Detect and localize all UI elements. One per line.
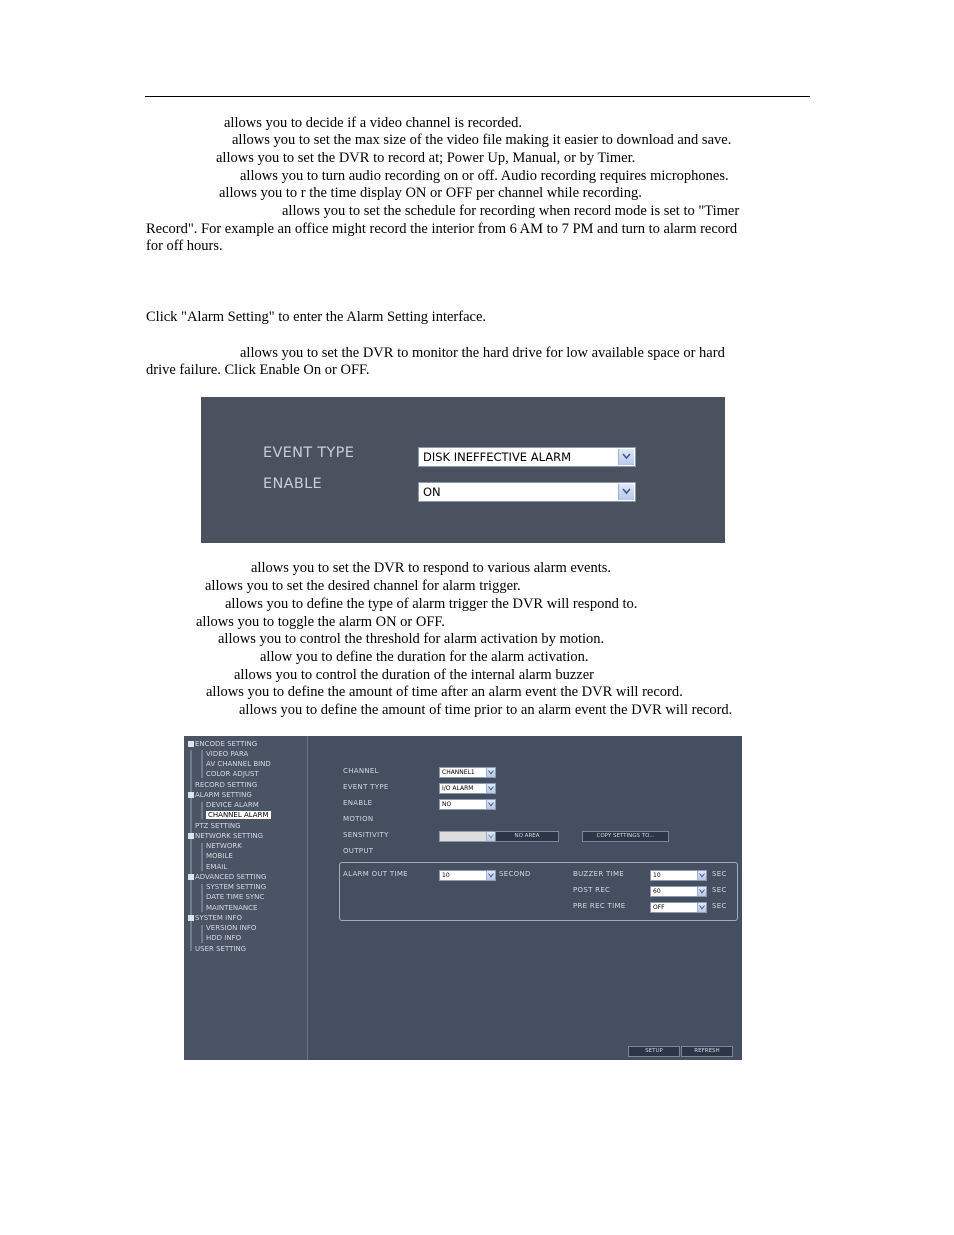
pre-rec-time-label: PRE REC TIME: [573, 902, 626, 910]
enable-label: ENABLE: [343, 799, 373, 807]
tree-item-av-channel-bind[interactable]: AV CHANNEL BIND: [206, 760, 271, 768]
tree-item-network-setting[interactable]: NETWORK SETTING: [195, 832, 264, 840]
channel-value: CHANNEL1: [442, 769, 475, 776]
tree-item-date-time-sync[interactable]: DATE TIME SYNC: [206, 893, 265, 901]
copy-settings-button[interactable]: COPY SETTINGS TO...: [582, 831, 669, 842]
text-line: allows you to control the threshold for alarm activation by motion.: [218, 631, 605, 647]
alarm-out-time-select[interactable]: [439, 870, 496, 881]
text-line: allows you to set the schedule for recording when record mode is set to "Timer: [282, 203, 740, 219]
tree-item-device-alarm[interactable]: DEVICE ALARM: [206, 801, 259, 809]
chevron-down-icon[interactable]: [486, 784, 495, 793]
tree-item-system-info[interactable]: SYSTEM INFO: [195, 914, 242, 922]
buzzer-time-value: 10: [653, 872, 661, 879]
text-line: allows you to set the desired channel for alarm trigger.: [205, 578, 521, 594]
sec-unit-label: SEC: [712, 902, 727, 910]
text-line: Record". For example an office might record the interior from 6 AM to 7 PM and turn to alarm record: [146, 221, 738, 237]
sec-unit-label: SEC: [712, 886, 727, 894]
enable-select[interactable]: [418, 482, 636, 502]
tree-item-version-info[interactable]: VERSION INFO: [206, 924, 257, 932]
tree-item-network[interactable]: NETWORK: [206, 842, 242, 850]
text-line: allows you to set the DVR to respond to various alarm events.: [251, 560, 612, 576]
chevron-down-icon[interactable]: [486, 832, 495, 841]
alarm-out-time-value: 10: [442, 872, 450, 879]
text-line: allows you to set the DVR to record at; Power Up, Manual, or by Timer.: [216, 150, 636, 166]
tree-item-channel-alarm[interactable]: CHANNEL ALARM: [208, 811, 269, 819]
text-line: for off hours.: [146, 238, 223, 254]
pre-rec-time-value: OFF: [653, 904, 665, 911]
event-type-label: EVENT TYPE: [343, 783, 389, 791]
event-type-label: EVENT TYPE: [263, 445, 355, 461]
header-rule: [145, 96, 810, 97]
tree-item-hdd-info[interactable]: HDD INFO: [206, 934, 242, 942]
post-rec-select[interactable]: [650, 886, 707, 897]
sensitivity-select[interactable]: [439, 831, 496, 842]
chevron-down-icon[interactable]: [697, 887, 706, 896]
buzzer-time-label: BUZZER TIME: [573, 870, 625, 878]
channel-label: CHANNEL: [343, 767, 379, 775]
channel-select[interactable]: [439, 767, 496, 778]
pre-rec-time-select[interactable]: [650, 902, 707, 913]
text-line: allows you to turn audio recording on or off. Audio recording requires microphones.: [240, 168, 729, 184]
event-type-value: DISK INEFFECTIVE ALARM: [423, 450, 572, 464]
tree-item-video-para[interactable]: VIDEO PARA: [206, 750, 249, 758]
tree-item-record-setting[interactable]: RECORD SETTING: [195, 781, 258, 789]
text-line: allows you to control the duration of the internal alarm buzzer: [234, 667, 594, 683]
chevron-down-icon[interactable]: [486, 871, 495, 880]
alarm-out-time-label: ALARM OUT TIME: [343, 870, 408, 878]
buzzer-time-select[interactable]: [650, 870, 707, 881]
chevron-down-icon[interactable]: [697, 903, 706, 912]
text-line: Click "Alarm Setting" to enter the Alarm Setting interface.: [146, 309, 487, 325]
tree-item-ptz-setting[interactable]: PTZ SETTING: [195, 822, 241, 830]
tree-item-mobile[interactable]: MOBILE: [206, 852, 233, 860]
sensitivity-label: SENSITIVITY: [343, 831, 389, 839]
tree-item-color-adjust[interactable]: COLOR ADJUST: [206, 770, 259, 778]
sec-unit-label: SEC: [712, 870, 727, 878]
text-line: allows you to define the amount of time after an alarm event the DVR will record.: [206, 684, 683, 700]
tree-item-user-setting[interactable]: USER SETTING: [195, 945, 247, 953]
refresh-button[interactable]: REFRESH: [681, 1046, 733, 1057]
chevron-down-icon[interactable]: [618, 484, 634, 500]
text-line: allows you to toggle the alarm ON or OFF.: [196, 614, 445, 630]
enable-select[interactable]: [439, 799, 496, 810]
event-type-select[interactable]: [418, 447, 636, 467]
event-type-select[interactable]: [439, 783, 496, 794]
text-line: allows you to define the type of alarm trigger the DVR will respond to.: [225, 596, 638, 612]
setup-button[interactable]: SETUP: [628, 1046, 680, 1057]
disk-alarm-screenshot: [201, 397, 725, 543]
post-rec-value: 60: [653, 888, 661, 895]
tree-item-system-setting[interactable]: SYSTEM SETTING: [206, 883, 267, 891]
chevron-down-icon[interactable]: [697, 871, 706, 880]
tree-item-encode-setting[interactable]: ENCODE SETTING: [195, 740, 258, 748]
chevron-down-icon[interactable]: [486, 800, 495, 809]
chevron-down-icon[interactable]: [486, 768, 495, 777]
channel-alarm-screenshot: [184, 736, 742, 1060]
settings-tree: [184, 736, 308, 1060]
text-line: drive failure. Click Enable On or OFF.: [146, 362, 370, 378]
enable-label: ENABLE: [263, 476, 322, 492]
second-unit-label: SECOND: [499, 870, 531, 878]
chevron-down-icon[interactable]: [618, 449, 634, 465]
text-line: allows you to set the DVR to monitor the hard drive for low available space or hard: [240, 345, 725, 361]
enable-value: NO: [442, 801, 452, 808]
text-line: allows you to r the time display ON or OFF per channel while recording.: [219, 185, 642, 201]
enable-value: ON: [423, 485, 441, 499]
motion-label: MOTION: [343, 815, 374, 823]
tree-item-email[interactable]: EMAIL: [206, 863, 228, 871]
text-line: allows you to define the amount of time prior to an alarm event the DVR will record.: [239, 702, 733, 718]
tree-item-maintenance[interactable]: MAINTENANCE: [206, 904, 258, 912]
channel-alarm-form: [309, 736, 742, 1060]
post-rec-label: POST REC: [573, 886, 611, 894]
text-line: allows you to decide if a video channel is recorded.: [224, 115, 522, 131]
tree-item-alarm-setting[interactable]: ALARM SETTING: [195, 791, 252, 799]
text-line: allows you to set the max size of the video file making it easier to download and save.: [232, 132, 732, 148]
no-area-button[interactable]: NO AREA: [495, 831, 559, 842]
tree-item-advanced-setting[interactable]: ADVANCED SETTING: [195, 873, 267, 881]
output-label: OUTPUT: [343, 847, 374, 855]
text-line: allow you to define the duration for the alarm activation.: [260, 649, 589, 665]
event-type-value: I/O ALARM: [442, 785, 474, 792]
